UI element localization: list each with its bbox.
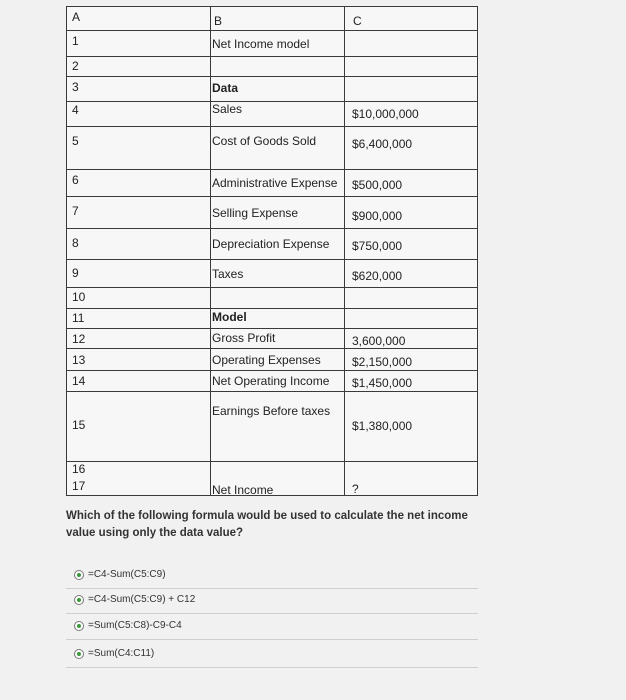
cell-c6[interactable]: $500,000 xyxy=(352,178,403,192)
cell-b13[interactable]: Operating Expenses xyxy=(212,353,321,367)
option-label: =C4-Sum(C5:C9) xyxy=(88,569,166,580)
grid-line xyxy=(66,370,478,371)
cell-b4[interactable]: Sales xyxy=(212,102,243,116)
cell-b5[interactable]: Cost of Goods Sold xyxy=(212,134,317,148)
row-number: 5 xyxy=(72,134,79,148)
row-number: 12 xyxy=(72,332,86,346)
cell-c12[interactable]: 3,600,000 xyxy=(352,334,406,348)
cell-c7[interactable]: $900,000 xyxy=(352,209,403,223)
grid-line xyxy=(66,308,478,309)
cell-c13[interactable]: $2,150,000 xyxy=(352,355,413,369)
cell-b8[interactable]: Depreciation Expense xyxy=(212,237,330,251)
option-label: =C4-Sum(C5:C9) + C12 xyxy=(88,594,196,605)
row-number: 9 xyxy=(72,266,79,280)
cell-c15[interactable]: $1,380,000 xyxy=(352,419,413,433)
row-number: 11 xyxy=(72,311,85,325)
grid-line xyxy=(66,461,478,462)
option-label: =Sum(C4:C11) xyxy=(88,648,155,659)
cell-c17[interactable]: ? xyxy=(352,482,359,496)
grid-line xyxy=(66,6,67,496)
cell-b11[interactable]: Model xyxy=(212,310,247,324)
cell-b12[interactable]: Gross Profit xyxy=(212,331,276,345)
row-number: 8 xyxy=(72,236,79,250)
cell-b17[interactable]: Net Income xyxy=(212,483,274,497)
cell-b14[interactable]: Net Operating Income xyxy=(212,374,330,388)
grid-line xyxy=(66,126,478,127)
cell-b9[interactable]: Taxes xyxy=(212,267,244,281)
cell-c9[interactable]: $620,000 xyxy=(352,269,403,283)
row-number: 10 xyxy=(72,290,86,304)
cell-c14[interactable]: $1,450,000 xyxy=(352,376,413,390)
row-number: 13 xyxy=(72,353,86,367)
grid-line xyxy=(66,328,478,329)
cell-b6[interactable]: Administrative Expense xyxy=(212,176,338,190)
row-number: 1 xyxy=(72,34,79,48)
column-header-c[interactable]: C xyxy=(353,14,362,28)
cell-c4[interactable]: $10,000,000 xyxy=(352,107,419,121)
answer-option-4[interactable] xyxy=(66,643,478,668)
grid-line xyxy=(66,6,478,7)
radio-button[interactable] xyxy=(74,595,84,605)
row-number: 4 xyxy=(72,103,79,117)
cell-b1[interactable]: Net Income model xyxy=(212,37,310,51)
row-number: 2 xyxy=(72,59,79,73)
option-label: =Sum(C5:C8)-C9-C4 xyxy=(88,620,182,631)
grid-line xyxy=(66,287,478,288)
cell-b7[interactable]: Selling Expense xyxy=(212,206,299,220)
answer-option-3[interactable] xyxy=(66,615,478,640)
grid-line xyxy=(66,30,478,31)
row-number: 14 xyxy=(72,374,86,388)
cell-c5[interactable]: $6,400,000 xyxy=(352,137,413,151)
cell-b15[interactable]: Earnings Before taxes xyxy=(212,404,331,418)
grid-line xyxy=(66,196,478,197)
grid-line xyxy=(66,228,478,229)
cell-b3[interactable]: Data xyxy=(212,81,239,95)
grid-line xyxy=(66,76,478,77)
cell-c8[interactable]: $750,000 xyxy=(352,239,403,253)
grid-line xyxy=(66,169,478,170)
grid-line xyxy=(66,101,478,102)
row-number: 17 xyxy=(72,479,86,493)
grid-line xyxy=(66,348,478,349)
radio-button[interactable] xyxy=(74,621,84,631)
spreadsheet-table xyxy=(66,6,478,496)
grid-line xyxy=(66,391,478,392)
radio-button[interactable] xyxy=(74,570,84,580)
answer-option-1[interactable] xyxy=(66,564,478,589)
column-header-b[interactable]: B xyxy=(214,14,223,28)
grid-line xyxy=(66,56,478,57)
row-number: 15 xyxy=(72,418,86,432)
radio-button[interactable] xyxy=(74,649,84,659)
row-number: 16 xyxy=(72,462,86,476)
column-header-a[interactable]: A xyxy=(72,10,81,24)
grid-line xyxy=(66,259,478,260)
row-number: 7 xyxy=(72,204,79,218)
grid-line xyxy=(344,6,345,496)
row-number: 3 xyxy=(72,80,79,94)
grid-line xyxy=(477,6,478,496)
answer-option-2[interactable] xyxy=(66,589,478,614)
question-text: Which of the following formula would be used to calculate the net income value using only the data value? xyxy=(66,510,468,539)
row-number: 6 xyxy=(72,173,79,187)
grid-line xyxy=(210,6,211,496)
